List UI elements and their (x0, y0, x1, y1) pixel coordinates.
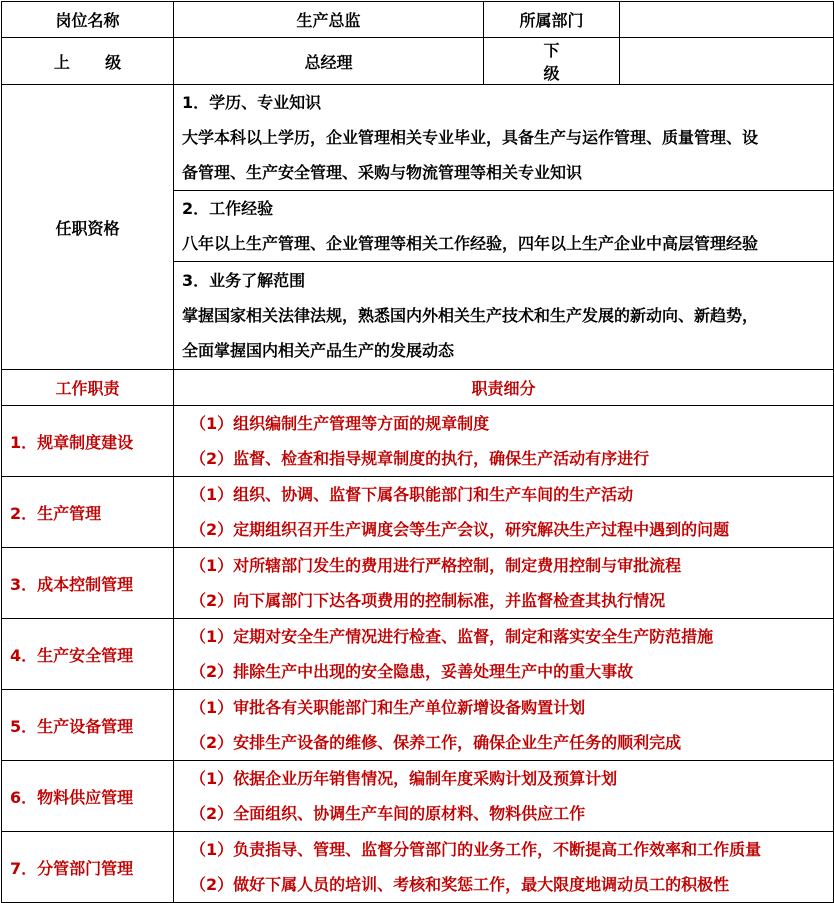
duty-row (2, 761, 834, 832)
duty-category: 6．物料供应管理 (2, 761, 174, 832)
duty-details (174, 406, 834, 477)
qualification-line: 备管理、生产安全管理、采购与物流管理等相关专业知识 (182, 163, 583, 182)
duty-category: 7．分管部门管理 (2, 832, 174, 903)
qualification-title: 2．工作经验 (182, 199, 274, 218)
duty-item: （2）向下属部门下达各项费用的控制标准，并监督检查其执行情况 (190, 591, 666, 610)
subordinate-value (620, 38, 834, 85)
qualification-section-2 (174, 191, 834, 262)
duty-category: 1．规章制度建设 (2, 406, 174, 477)
qualification-title: 3．业务了解范围 (182, 271, 306, 290)
dept-label: 所属部门 (484, 2, 620, 38)
superior-label: 上级 (2, 38, 174, 85)
qualification-line: 大学本科以上学历，企业管理相关专业毕业，具备生产与运作管理、质量管理、设 (182, 128, 759, 147)
duty-item: （1）定期对安全生产情况进行检查、监督，制定和落实安全生产防范措施 (190, 627, 714, 646)
duty-item: （2）定期组织召开生产调度会等生产会议，研究解决生产过程中遇到的问题 (190, 520, 730, 539)
position-label: 岗位名称 (2, 2, 174, 38)
duty-row (2, 832, 834, 903)
duty-item: （1）负责指导、管理、监督分管部门的业务工作，不断提高工作效率和工作质量 (190, 840, 762, 859)
duties-header-right: 职责细分 (174, 370, 834, 406)
header-row-superior (2, 38, 834, 85)
duty-details (174, 477, 834, 548)
duty-row (2, 619, 834, 690)
duty-details (174, 619, 834, 690)
duty-row (2, 477, 834, 548)
duty-details (174, 832, 834, 903)
subordinate-label: 下级 (484, 38, 620, 85)
position-value: 生产总监 (174, 2, 484, 38)
duty-item: （1）组织编制生产管理等方面的规章制度 (190, 414, 490, 433)
header-row-position (2, 2, 834, 38)
duty-details (174, 761, 834, 832)
duty-item: （2）做好下属人员的培训、考核和奖惩工作，最大限度地调动员工的积极性 (190, 875, 730, 894)
duty-row (2, 548, 834, 619)
qualification-row-1 (2, 85, 834, 191)
duty-item: （2）排除生产中出现的安全隐患，妥善处理生产中的重大事故 (190, 662, 634, 681)
qualification-line: 八年以上生产管理、企业管理等相关工作经验，四年以上生产企业中高层管理经验 (182, 234, 759, 253)
qualification-line: 全面掌握国内相关产品生产的发展动态 (182, 341, 455, 360)
qualification-line: 掌握国家相关法律法规，熟悉国内外相关生产技术和生产发展的新动向、新趋势， (182, 306, 759, 325)
duty-category: 4．生产安全管理 (2, 619, 174, 690)
duty-row (2, 690, 834, 761)
job-description-table (1, 1, 834, 903)
dept-value (620, 2, 834, 38)
duty-category: 5．生产设备管理 (2, 690, 174, 761)
duty-category: 2．生产管理 (2, 477, 174, 548)
duty-item: （2）全面组织、协调生产车间的原材料、物料供应工作 (190, 804, 586, 823)
duty-details (174, 690, 834, 761)
duty-item: （1）审批各有关职能部门和生产单位新增设备购置计划 (190, 698, 586, 717)
duty-row (2, 406, 834, 477)
superior-value: 总经理 (174, 38, 484, 85)
qualification-section-1 (174, 85, 834, 191)
duties-header-row (2, 370, 834, 406)
qualification-section-3 (174, 262, 834, 370)
duty-item: （2）安排生产设备的维修、保养工作，确保企业生产任务的顺利完成 (190, 733, 682, 752)
duties-header-left: 工作职责 (2, 370, 174, 406)
duty-item: （1）组织、协调、监督下属各职能部门和生产车间的生产活动 (190, 485, 634, 504)
qualifications-label: 任职资格 (2, 85, 174, 370)
duty-category: 3．成本控制管理 (2, 548, 174, 619)
duty-details (174, 548, 834, 619)
duty-item: （1）对所辖部门发生的费用进行严格控制，制定费用控制与审批流程 (190, 556, 682, 575)
qualification-title: 1．学历、专业知识 (182, 93, 322, 112)
duty-item: （1）依据企业历年销售情况，编制年度采购计划及预算计划 (190, 769, 618, 788)
duty-item: （2）监督、检查和指导规章制度的执行，确保生产活动有序进行 (190, 449, 650, 468)
